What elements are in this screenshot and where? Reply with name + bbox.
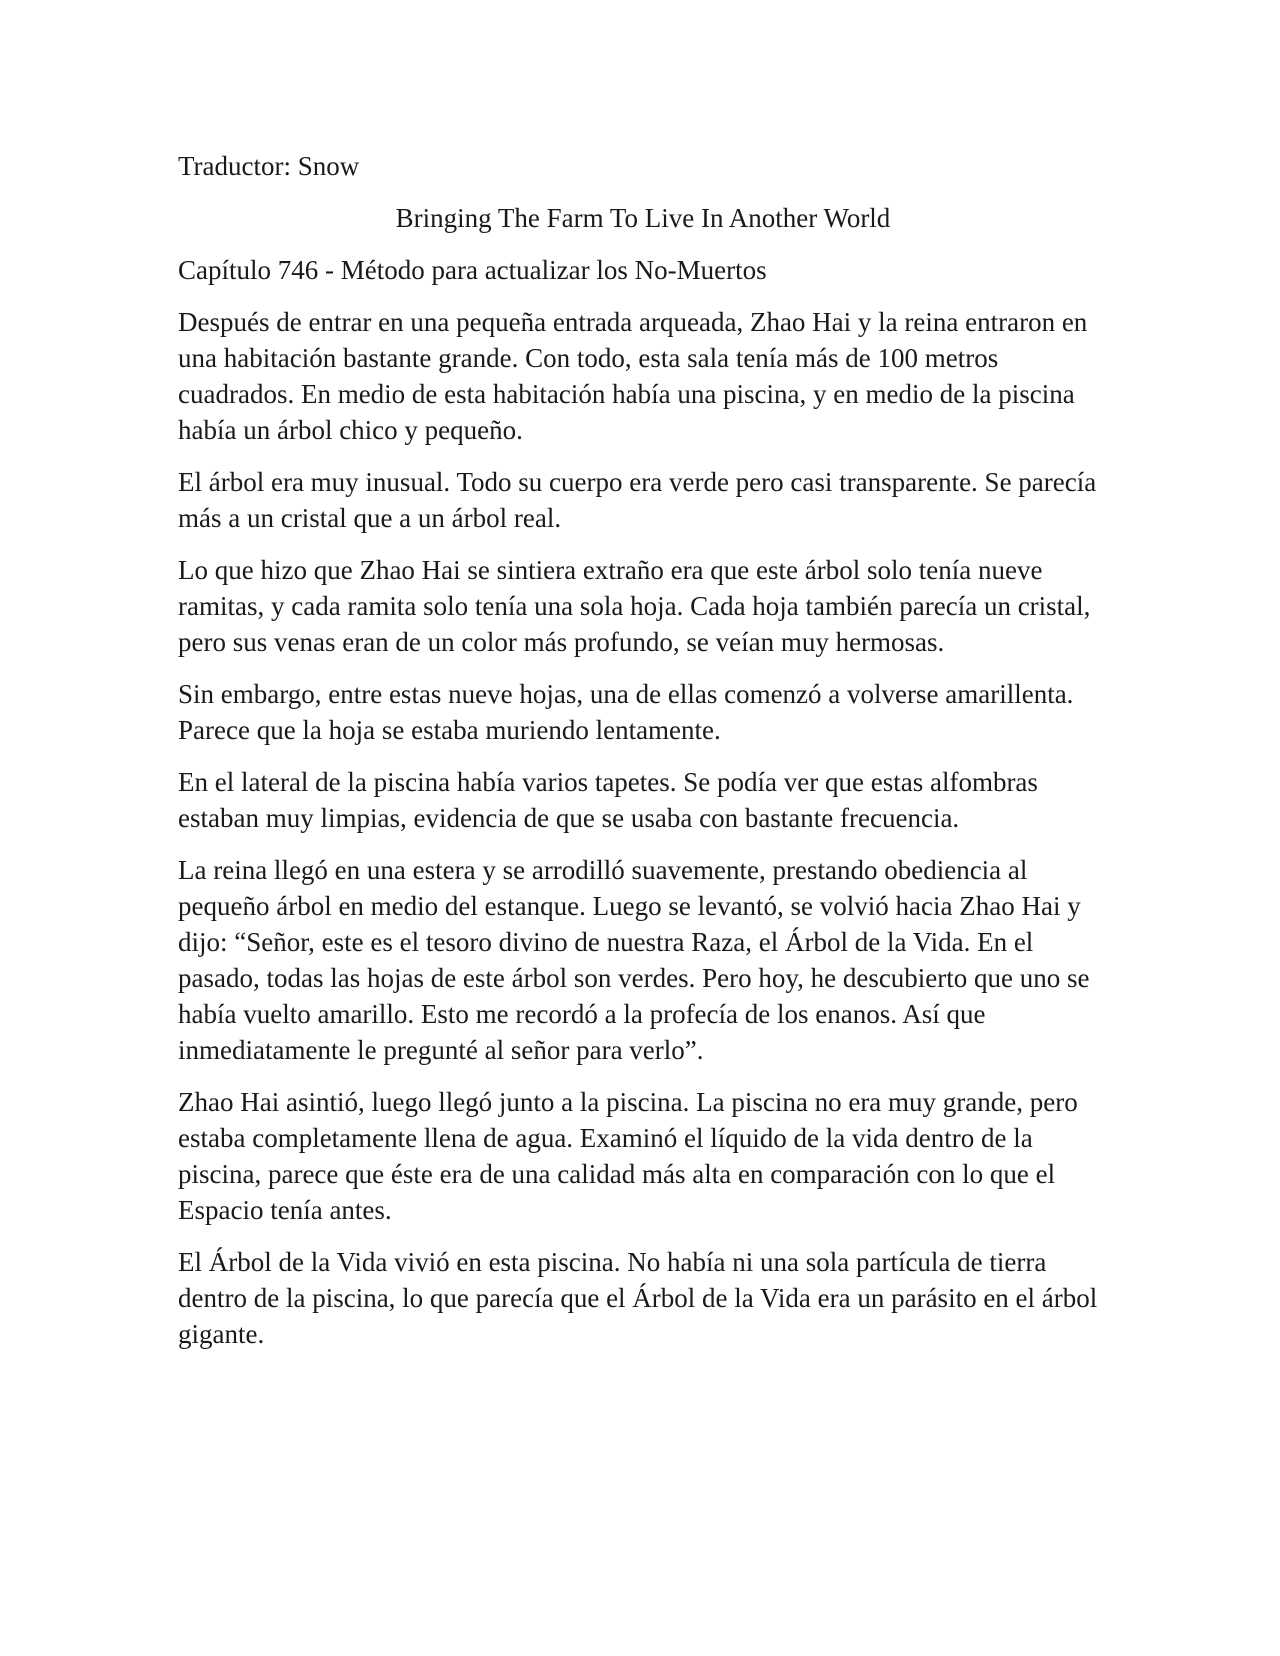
document-page <box>178 148 1108 1368</box>
paragraph-6: La reina llegó en una estera y se arrodilló suavemente, prestando obediencia al pequeño árbol en medio del estanque. Luego se levantó, se volvió hacia Zhao Hai y dijo: “Señor, este es el tesoro divino de nuestra Raza, el Árbol de la Vida. En el pasado, todas las hojas de este árbol son verdes. Pero hoy, he descubierto que uno se había vuelto amarillo. Esto me recordó a la profecía de los enanos. Así que inmediatamente le pregunté al señor para verlo”. <box>178 855 1090 1065</box>
paragraph-4: Sin embargo, entre estas nueve hojas, una de ellas comenzó a volverse amarillenta. Parece que la hoja se estaba muriendo lentamente. <box>178 679 1074 745</box>
chapter-title: Capítulo 746 - Método para actualizar los No-Muertos <box>178 255 767 285</box>
book-title: Bringing The Farm To Live In Another World <box>395 203 891 233</box>
translator-credit: Traductor: Snow <box>178 151 360 181</box>
paragraph-3: Lo que hizo que Zhao Hai se sintiera extraño era que este árbol solo tenía nueve ramitas, y cada ramita solo tenía una sola hoja. Cada hoja también parecía un cristal, pero sus venas eran de un color más profundo, se veían muy hermosas. <box>178 555 1091 657</box>
paragraph-5: En el lateral de la piscina había varios tapetes. Se podía ver que estas alfombras estaban muy limpias, evidencia de que se usaba con bastante frecuencia. <box>178 767 1038 833</box>
paragraph-7: Zhao Hai asintió, luego llegó junto a la piscina. La piscina no era muy grande, pero estaba completamente llena de agua. Examinó el líquido de la vida dentro de la piscina, parece que éste era de una calidad más alta en comparación con lo que el Espacio tenía antes. <box>178 1087 1078 1225</box>
paragraph-1: Después de entrar en una pequeña entrada arqueada, Zhao Hai y la reina entraron en una habitación bastante grande. Con todo, esta sala tenía más de 100 metros cuadrados. En medio de esta habitación había una piscina, y en medio de la piscina había un árbol chico y pequeño. <box>178 307 1088 445</box>
paragraph-8: El Árbol de la Vida vivió en esta piscina. No había ni una sola partícula de tierra dentro de la piscina, lo que parecía que el Árbol de la Vida era un parásito en el árbol gigante. <box>178 1247 1098 1349</box>
paragraph-2: El árbol era muy inusual. Todo su cuerpo era verde pero casi transparente. Se parecía más a un cristal que a un árbol real. <box>178 467 1097 533</box>
